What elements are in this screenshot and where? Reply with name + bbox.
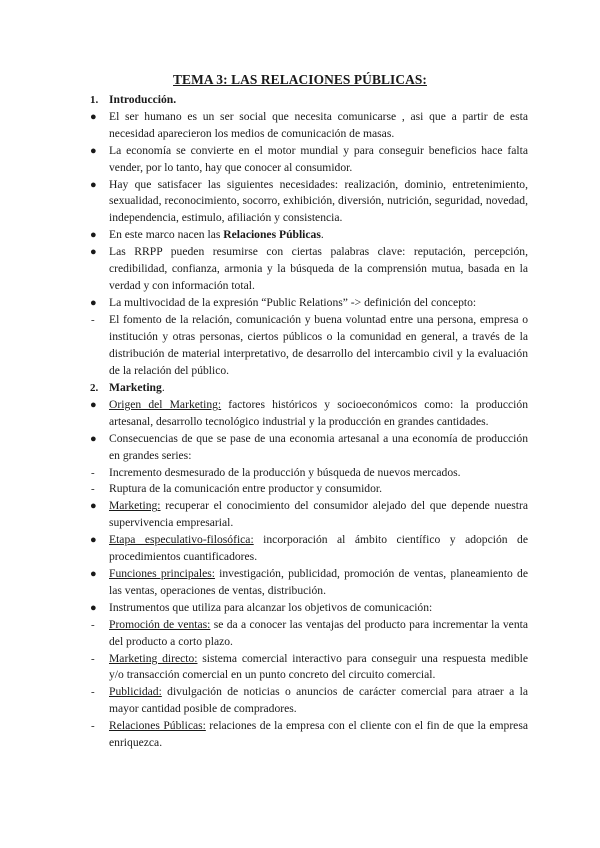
item-text: divulgación de noticias o anuncios de carácter comercial para atraer a la mayor cantidad posible de compradores.: [109, 685, 528, 716]
dash-marker: -: [91, 466, 95, 479]
bullet-marker: ●: [90, 144, 97, 157]
section-title-dot: .: [161, 381, 165, 394]
dash-marker: -: [91, 483, 95, 496]
item-term: Promoción de ventas:: [109, 617, 211, 631]
section-number: 1.: [90, 94, 99, 106]
dash-item: [88, 312, 528, 380]
list-item: [88, 244, 528, 295]
bullet-marker: ●: [90, 500, 97, 513]
item-bold-text: Relaciones Públicas: [223, 228, 321, 242]
item-text: Incremento desmesurado de la producción y búsqueda de nuevos mercados.: [109, 465, 461, 479]
item-term: Publicidad:: [109, 685, 162, 699]
item-text: En este marco nacen las: [109, 228, 224, 242]
list-item: [88, 227, 528, 244]
item-text: investigación, publicidad, promoción de ventas, planeamiento de las ventas, operaciones de ventas, distribución.: [109, 566, 528, 597]
bullet-marker: ●: [90, 534, 97, 547]
bullet-marker: ●: [90, 178, 97, 191]
item-text: recuperar el conocimiento del consumidor alejado del que depende nuestra supervivencia empresarial.: [109, 499, 528, 530]
item-text: El ser humano es un ser social que necesita comunicarse , asi que a partir de esta necesidad aparecieron los medios de comunicación de masas.: [109, 109, 528, 140]
bullet-marker: ●: [90, 432, 97, 445]
section-title: Introducción.: [109, 93, 177, 106]
bullet-marker: ●: [90, 110, 97, 123]
item-text: Las RRPP pueden resumirse con ciertas palabras clave: reputación, percepción, credibilidad, confianza, armonia y la búsqueda de la comprensión mutua, basada en la verdad y con información total.: [109, 245, 528, 292]
list-item: [88, 109, 528, 143]
dash-item: [88, 465, 528, 482]
dash-marker: -: [91, 652, 95, 665]
item-text: incorporación al ámbito científico y adopción de procedimientos cuantificadores.: [109, 533, 528, 564]
item-text: se da a conocer las ventajas del producto para incrementar la venta del producto a corto plazo.: [109, 617, 528, 648]
list-item: [88, 566, 528, 600]
section-title: Marketing: [109, 381, 162, 394]
section-marketing: [88, 380, 528, 752]
item-text: factores históricos y socioeconómicos como: la producción artesanal, desarrollo tecnológico industrial y la producción en grandes cantidades.: [109, 397, 528, 428]
document-title: TEMA 3: LAS RELACIONES PÚBLICAS:: [173, 72, 427, 87]
item-text: relaciones de la empresa con el cliente con el fin de que la empresa enriquezca.: [109, 719, 528, 750]
item-term: Funciones principales:: [109, 566, 215, 580]
bullet-marker: ●: [90, 601, 97, 614]
dash-item: [88, 684, 528, 718]
item-text: La economía se convierte en el motor mundial y para conseguir beneficios hace falta vender, por lo tanto, hay que conocer al consumidor.: [109, 143, 528, 174]
item-term: Marketing:: [109, 499, 161, 513]
item-term: Etapa especulativo-filosófica:: [109, 533, 254, 547]
item-text: El fomento de la relación, comunicación y buena voluntad entre una persona, empresa o institución y otras personas, ciertos públicos o la comunidad en general, a través de la distribución de material interpretativo, de desarrollo del intercambio civil y la evaluación de la relación del público.: [109, 312, 528, 377]
dash-marker: -: [91, 686, 95, 699]
list-item: [88, 600, 528, 617]
list-item: [88, 177, 528, 228]
item-term: Relaciones Públicas:: [109, 719, 206, 733]
list-item: [88, 295, 528, 312]
dash-item: [88, 481, 528, 498]
section-number: 2.: [90, 382, 99, 394]
list-item: [88, 532, 528, 566]
dash-marker: -: [91, 313, 95, 326]
dash-marker: -: [91, 720, 95, 733]
dash-item: [88, 718, 528, 752]
bullet-marker: ●: [90, 246, 97, 259]
list-item: [88, 498, 528, 532]
section-heading: [88, 92, 528, 109]
item-text: Instrumentos que utiliza para alcanzar los objetivos de comunicación:: [109, 600, 433, 614]
list-item: [88, 143, 528, 177]
item-text: sistema comercial interactivo para conseguir una respuesta medible y/o transacción comercial en un punto concreto del circuito comercial.: [109, 651, 528, 682]
item-text: La multivocidad de la expresión “Public Relations” -> definición del concepto:: [109, 295, 477, 309]
item-term: Marketing directo:: [109, 651, 198, 665]
section-introduccion: [88, 92, 528, 379]
item-text: Ruptura de la comunicación entre productor y consumidor.: [109, 482, 383, 496]
dash-marker: -: [91, 618, 95, 631]
dash-item: [88, 651, 528, 685]
dash-item: [88, 617, 528, 651]
bullet-marker: ●: [90, 229, 97, 242]
section-heading: [88, 380, 528, 397]
bullet-marker: ●: [90, 296, 97, 309]
bullet-marker: ●: [90, 567, 97, 580]
item-text: Consecuencias de que se pase de una economia artesanal a una economía de producción en grandes series:: [109, 431, 528, 462]
list-item: [88, 397, 528, 431]
bullet-marker: ●: [90, 398, 97, 411]
item-term: Origen del Marketing:: [109, 397, 222, 411]
item-text: .: [320, 228, 324, 242]
list-item: [88, 431, 528, 465]
item-text: Hay que satisfacer las siguientes necesidades: realización, dominio, entretenimiento, sexualidad, reconocimiento, socorro, exhibición, diversión, nutrición, seguridad, novedad, independencia, estimulo, afiliación y consistencia.: [109, 177, 528, 225]
